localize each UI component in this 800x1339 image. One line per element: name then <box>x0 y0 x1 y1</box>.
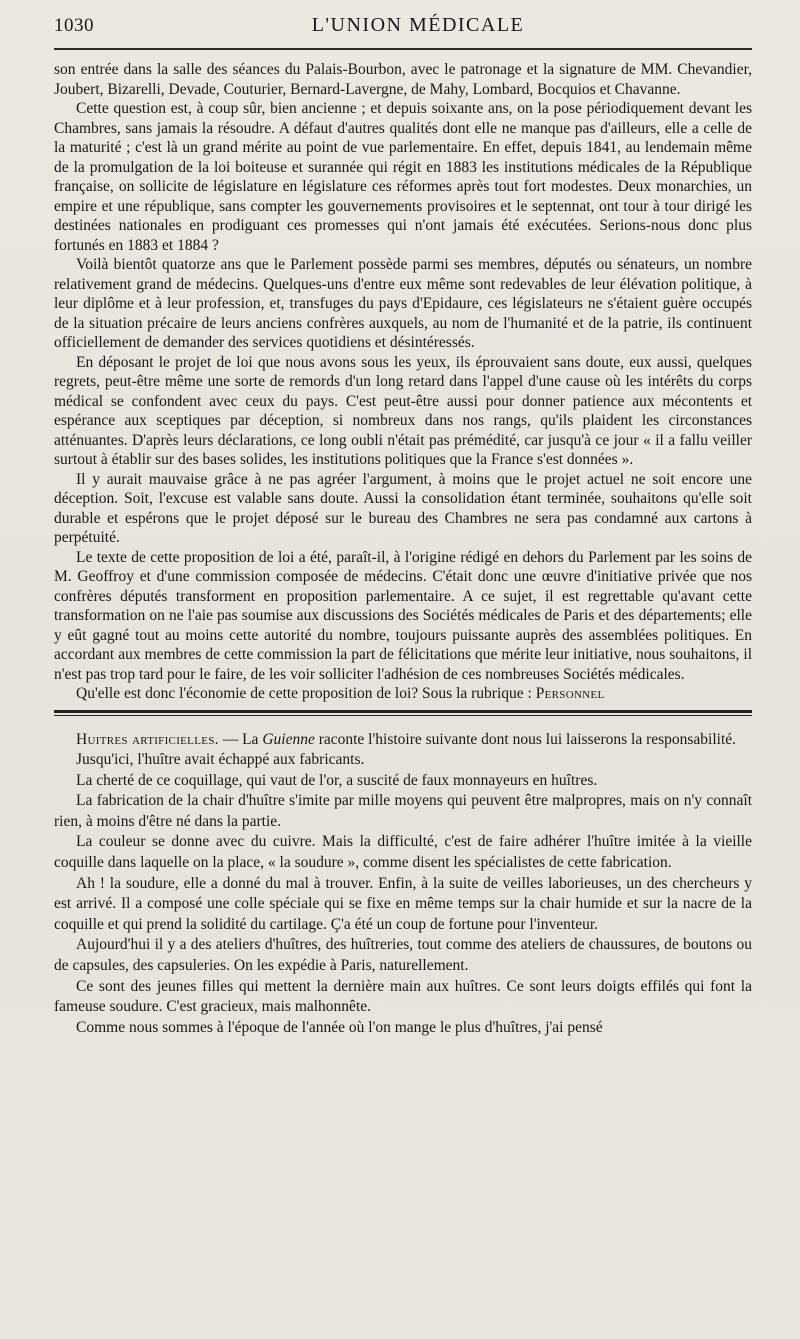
news-item-paragraph: Jusqu'ici, l'huître avait échappé aux fabricants. <box>76 751 365 769</box>
header-rule <box>54 48 752 50</box>
article-paragraph: En déposant le projet de loi que nous avons sous les yeux, ils éprouvaient sans doute, eux aussi, quelques regrets, peut-être même une sorte de remords d'un long retard dans l'appel d'une cause où les intérêts du corps médical se confondent avec ceux du pays. C'est peut-être aussi pour donner patience aux mécontents et espérance aux sceptiques par déception, si nombreux dans nos rangs, qu'ils plaident les circonstances atténuantes. D'après leurs déclarations, ce long oubli n'était pas prémédité, car jusqu'à ce jour « il a fallu veiller surtout à établir sur des bases solides, les institutions politiques que la France s'est données ». <box>54 353 752 468</box>
section-rule-thin <box>54 715 752 716</box>
news-item-dash: — La <box>218 730 263 748</box>
running-head: L'UNION MÉDICALE <box>311 14 525 36</box>
article-paragraph: Voilà bientôt quatorze ans que le Parlement possède parmi ses membres, députés ou sénateurs, un nombre relativement grand de médecins. Quelques-uns d'entre eux même sont redevables de leur élévation politique, à leur diplôme et à leur profession, et, transfuges du pays d'Epidaure, ces législateurs ne s'étaient guère occupés de la situation précaire de leurs anciens confrères auxquels, au nom de l'humanité et de la patrie, ils continuent officiellement de demander des services quotidiens et désintéressés. <box>54 256 752 351</box>
news-item-paragraph: Comme nous sommes à l'époque de l'année où l'on mange le plus d'huîtres, j'ai pensé <box>76 1018 603 1036</box>
rubric-smallcaps: Personnel <box>535 685 605 702</box>
news-item-source: Guienne <box>262 730 315 748</box>
news-item-paragraph: Ce sont des jeunes filles qui mettent la dernière main aux huîtres. Ce sont leurs doigts effilés qui font la fameuse soudure. C'est gracieux, mais malhonnête. <box>54 977 752 1016</box>
page-number: 1030 <box>54 15 94 36</box>
article-paragraph-last <box>54 684 752 704</box>
news-item-paragraph: La fabrication de la chair d'huître s'imite par mille moyens qui peuvent être malpropres, mais on n'y connaît rien, à moins d'être né dans la partie. <box>54 792 752 830</box>
news-item-heading: Huitres artificielles. <box>76 730 219 748</box>
article-body <box>54 60 752 704</box>
page-header <box>54 14 752 44</box>
article-paragraph: Le texte de cette proposition de loi a été, paraît-il, à l'origine rédigé en dehors du Parlement par les soins de M. Geoffroy et d'une commission composée de médecins. C'était donc une œuvre d'initiative privée que nos confrères députés transforment en proposition parlementaire. A ce sujet, il est regrettable qu'avant cette transformation on ne l'aie pas soumise aux discussions des Sociétés médicales de Paris et des départements; elle y eût gagné tout au moins cette autorité du nombre, toujours puissante auprès des assemblées politiques. En accordant aux membres de cette commission la part de félicitations que mérite leur initiative, nous souhaitons, il n'est pas trop tard pour le faire, de les voir solliciter l'adhésion de ces nombreuses Sociétés médicales. <box>54 548 752 683</box>
article-paragraph: son entrée dans la salle des séances du Palais-Bourbon, avec le patronage et la signature de MM. Chevandier, Joubert, Bizarelli, Devade, Couturier, Bernard-Lavergne, de Mahy, Lombard, Bocquios et Chavanne. <box>54 61 752 98</box>
article-paragraph: Cette question est, à coup sûr, bien ancienne ; et depuis soixante ans, on la pose périodiquement devant les Chambres, sans jamais la résoudre. A défaut d'autres qualités dont elle ne manque pas d'ailleurs, elle a celle de la maturité ; c'est là un grand mérite au point de vue parlementaire. En effet, depuis 1841, au lendemain même de la promulgation de la loi boiteuse et surannée qui régit en 1883 les institutions médicales de la République française, on sollicite de législature en législature ces réformes après tout fort modestes. Deux monarchies, un empire et une république, sans compter les gouvernements provisoires et le septennat, ont tour à tour dirigé les destinées nationales en prodiguant ces promesses qui n'ont jamais été exécutées. Serions-nous donc plus fortunés en 1883 et 1884 ? <box>54 100 752 254</box>
article-paragraph: Il y aurait mauvaise grâce à ne pas agréer l'argument, à moins que le projet actuel ne soit encore une déception. Soit, l'excuse est valable sans doute. Aussi la consolidation étant terminée, souhaitons qu'elle soit durable et espérons que le projet déposé sur le bureau des Chambres ne sera pas condamné aux cartons à perpétuité. <box>54 470 752 546</box>
news-item-paragraph: Aujourd'hui il y a des ateliers d'huîtres, des huîtreries, tout comme des ateliers de chaussures, de boutons ou de capsules, des capsuleries. On les expédie à Paris, naturellement. <box>54 936 752 975</box>
news-item-paragraph: La couleur se donne avec du cuivre. Mais la difficulté, c'est de faire adhérer l'huître imitée à la vieille coquille dans laquelle on la place, « la soudure », comme disent les spécialistes de cette fabrication. <box>54 833 752 872</box>
news-item-lead-rest: raconte l'histoire suivante dont nous lui laisserons la responsabilité. <box>314 730 737 748</box>
news-item-paragraph: Ah ! la soudure, elle a donné du mal à trouver. Enfin, à la suite de veilles laborieuses, un des chercheurs y est arrivé. Il a composé une colle spéciale qui se fixe en même temps sur la chair humide et sur la nacre de la coquille et qui prend la solidité du cartilage. Ç'a été un coup de fortune pour l'inventeur. <box>54 874 752 933</box>
section-rule-thick <box>54 710 752 713</box>
last-paragraph-text: Qu'elle est donc l'économie de cette proposition de loi? Sous la rubrique : <box>76 685 536 702</box>
news-item-body <box>54 730 752 1039</box>
news-item-lead <box>54 730 752 751</box>
news-item-paragraph: La cherté de ce coquillage, qui vaut de l'or, a suscité de faux monnayeurs en huîtres. <box>76 771 598 789</box>
